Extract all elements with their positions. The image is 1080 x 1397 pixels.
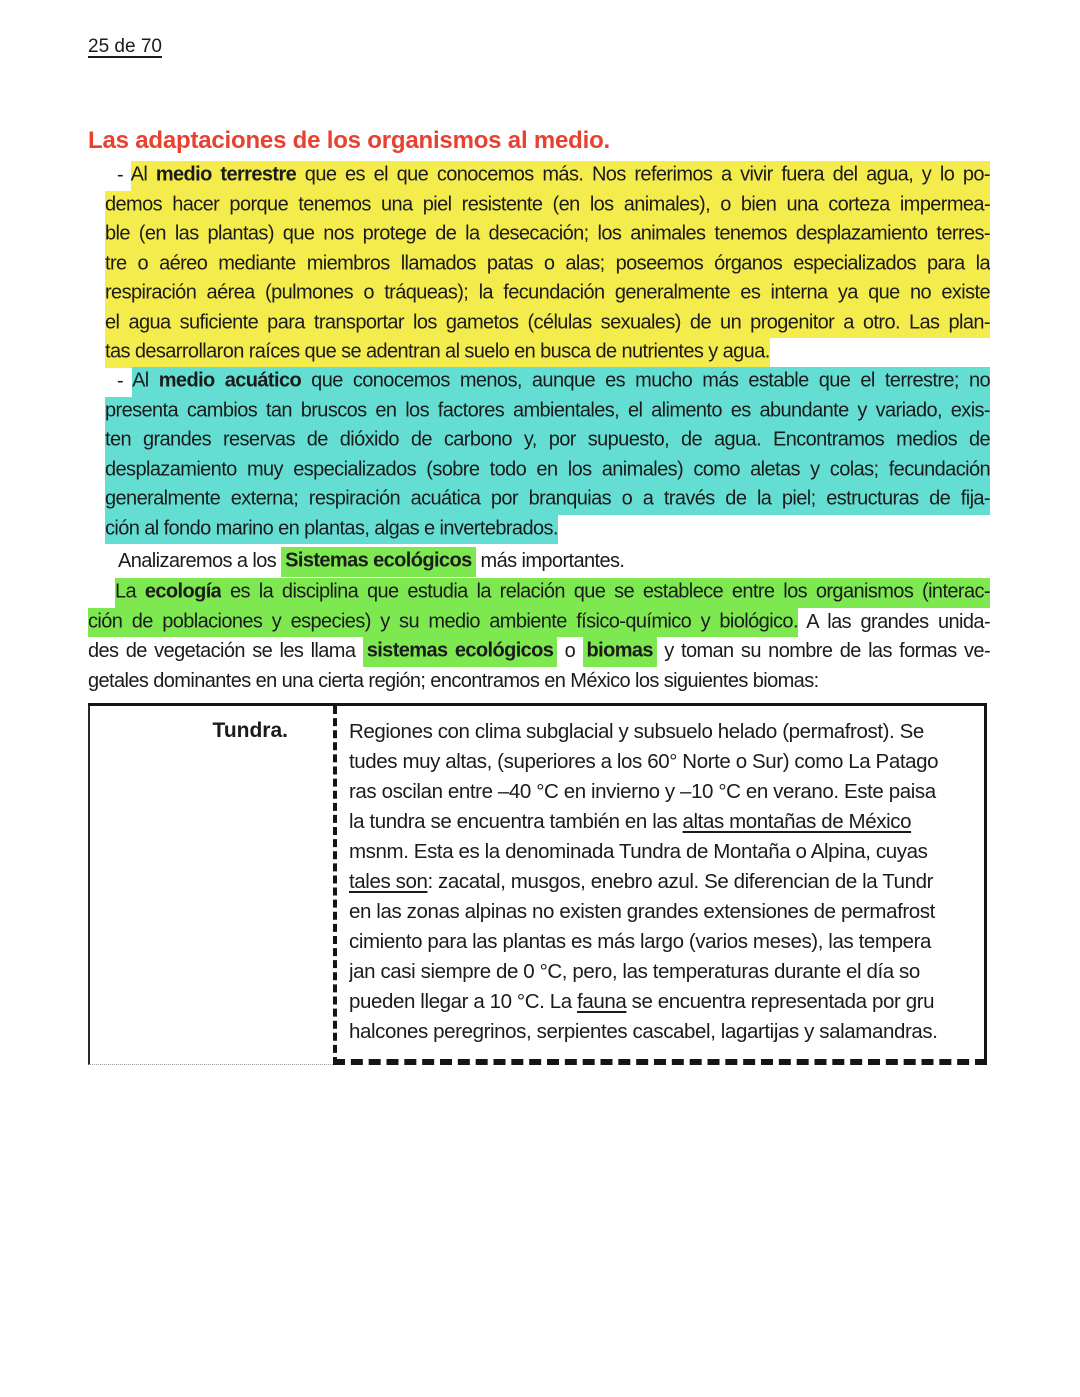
text-segment: cimiento para las plantas es más largo (varios meses), las tempera	[349, 930, 932, 953]
text-segment: es la disciplina que estudia la relación que se establece entre los organismos (interac-	[221, 578, 990, 608]
paragraph-medio-acuatico	[105, 367, 990, 544]
text-line	[105, 279, 990, 309]
text-line	[105, 161, 990, 191]
text-line	[105, 250, 990, 280]
text-segment: desplazamiento muy especializados (sobre todo en los animales) como aletas y colas; fecundación	[105, 456, 990, 486]
biomes-table	[88, 703, 987, 1065]
paragraph-analizaremos	[105, 547, 990, 577]
text-line	[105, 220, 990, 250]
text-line	[349, 867, 984, 897]
table-cell-description	[333, 706, 987, 1065]
text-segment: ras oscilan entre –40 °C en invierno y –10 °C en verano. Este paisa	[349, 780, 936, 803]
text-segment: La	[115, 578, 145, 608]
text-segment: ble (en las plantas) que nos protege de la desecación; los animales tenemos desplazamiento terres-	[105, 220, 990, 250]
text-line	[349, 987, 984, 1017]
text-segment: : zacatal, musgos, enebro azul. Se diferencian de la Tundr	[427, 870, 934, 893]
text-line	[349, 747, 984, 777]
text-segment: ción al fondo marino en plantas, algas e invertebrados.	[105, 515, 558, 545]
text-line	[105, 485, 990, 515]
text-segment: medio terrestre	[156, 161, 296, 191]
text-segment: medio acuático	[159, 367, 301, 397]
text-line	[105, 338, 990, 368]
text-segment: tre o aéreo mediante miembros llamados patas o alas; poseemos órganos especializados para la	[105, 250, 990, 280]
text-line	[105, 397, 990, 427]
section-heading: Las adaptaciones de los organismos al medio.	[88, 127, 611, 154]
table-cell-term	[88, 706, 333, 1065]
text-line	[105, 367, 990, 397]
text-segment: en las zonas alpinas no existen grandes extensiones de permafrost	[349, 900, 935, 923]
text-segment: que conocemos menos, aunque es mucho más estable que el terrestre; no	[301, 367, 990, 397]
text-line	[349, 927, 984, 957]
text-line	[349, 807, 984, 837]
text-segment: o	[557, 640, 583, 662]
paragraph-ecologia	[88, 578, 990, 696]
text-segment: Regiones con clima subglacial y subsuelo helado (permafrost). Se	[349, 720, 924, 743]
text-segment: fauna	[577, 990, 627, 1013]
text-segment: respiración aérea (pulmones o tráqueas); la fecundación generalmente es interna ya que no existe	[105, 279, 990, 309]
text-line	[88, 578, 990, 608]
text-line	[349, 777, 984, 807]
text-segment: -	[117, 164, 131, 186]
text-segment: biomas	[583, 637, 657, 667]
text-segment: altas montañas de México	[682, 810, 912, 833]
text-line	[349, 1017, 984, 1047]
biome-name-label: Tundra.	[212, 719, 288, 742]
text-line	[349, 717, 984, 747]
text-segment: halcones peregrinos, serpientes cascabel, lagartijas y salamandras.	[349, 1020, 938, 1043]
text-segment: sistemas ecológicos	[363, 637, 558, 667]
text-segment: des de vegetación se les llama	[88, 640, 363, 662]
text-segment: presenta cambios tan bruscos en los factores ambientales, el alimento es abundante y variado, exis-	[105, 397, 990, 427]
text-line	[105, 309, 990, 339]
text-segment: tas desarrollaron raíces que se adentran al suelo en busca de nutrientes y agua.	[105, 338, 770, 368]
text-segment: generalmente externa; respiración acuática por branquias o a través de la piel; estructuras de fija-	[105, 485, 990, 515]
text-line	[88, 608, 990, 638]
text-segment: más importantes.	[475, 550, 625, 572]
text-segment: ción de poblaciones y especies) y su medio ambiente físico-químico y biológico.	[88, 608, 798, 638]
text-segment: el agua suficiente para transportar los gametos (células sexuales) de un progenitor a otro. Las plan-	[105, 309, 990, 339]
text-line	[105, 515, 990, 545]
text-line	[349, 837, 984, 867]
text-segment: que es el que conocemos más. Nos referimos a vivir fuera del agua, y lo po-	[296, 161, 990, 191]
page-number: 25 de 70	[88, 36, 162, 57]
text-segment: -	[117, 370, 133, 392]
text-segment: pueden llegar a 10 °C. La	[349, 990, 578, 1013]
text-segment: ten grandes reservas de dióxido de carbono y, por supuesto, de agua. Encontramos medios de	[105, 426, 990, 456]
text-line	[105, 456, 990, 486]
text-segment: Al	[132, 367, 159, 397]
text-line	[349, 897, 984, 927]
text-segment: jan casi siempre de 0 °C, pero, las temperaturas durante el día so	[349, 960, 920, 983]
text-line	[105, 547, 990, 577]
text-segment: Sistemas ecológicos	[281, 547, 475, 577]
text-segment: Analizaremos a los	[118, 550, 282, 572]
text-segment: tales son	[349, 870, 428, 893]
text-segment: ecología	[145, 578, 221, 608]
text-segment: demos hacer porque tenemos una piel resistente (en los animales), o bien una corteza impermea-	[105, 191, 990, 221]
text-segment: la tundra se encuentra también en las	[349, 810, 683, 833]
text-segment: y toman su nombre de las formas ve-	[656, 640, 990, 662]
text-segment: tudes muy altas, (superiores a los 60° Norte o Sur) como La Patago	[349, 750, 939, 773]
text-line	[105, 191, 990, 221]
text-line	[88, 667, 990, 697]
text-segment: getales dominantes en una cierta región; encontramos en México los siguientes biomas:	[88, 669, 819, 692]
text-segment: Al	[131, 161, 156, 191]
text-segment: A las grandes unida-	[797, 610, 990, 633]
text-segment: msnm. Esta es la denominada Tundra de Montaña o Alpina, cuyas	[349, 840, 928, 863]
text-line	[349, 957, 984, 987]
text-segment: se encuentra representada por gru	[626, 990, 935, 1013]
text-line	[105, 426, 990, 456]
text-line	[88, 637, 990, 667]
paragraph-medio-terrestre	[105, 161, 990, 368]
